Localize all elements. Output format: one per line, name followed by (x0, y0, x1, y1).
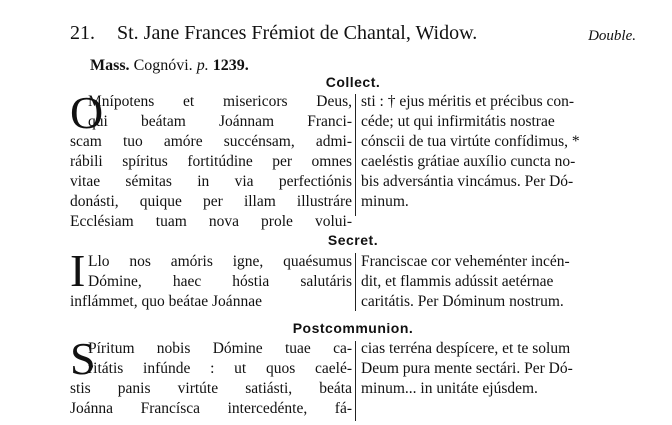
text-line: Franciscae cor veheménter incén- (361, 253, 570, 270)
text-line: Píritum nobis Dómine tuae ca- (88, 340, 352, 357)
secret-right-column (361, 252, 637, 312)
text-line: bis adversántia vincámus. Per Dó- (361, 173, 574, 190)
secret-title: Secret. (327, 232, 379, 248)
text-line: qui beátam Joánnam Franci- (88, 113, 352, 130)
text-line: vitae sémitas in via perfectiónis (70, 173, 352, 190)
text-line: Ecclésiam tuam nova prole volui- (70, 213, 352, 230)
text-line: caeléstis grátiae auxílio cuncta no- (361, 153, 576, 170)
text-line: rábili spíritus fortitúdine per omnes (70, 153, 352, 170)
secret-left-column (70, 245, 352, 312)
postcommunion-left-column (70, 333, 352, 419)
text-line: donásti, quique per illam illustráre (70, 193, 352, 210)
postcommunion-right-column (361, 339, 637, 399)
text-line: Deum pura mente sectári. Per Dó- (361, 360, 573, 377)
text-line: sti : † ejus méritis et précibus con- (361, 93, 575, 110)
mass-label: Mass. (90, 57, 130, 74)
text-line: cias terréna despícere, et te solum (361, 340, 571, 357)
postcommunion-initial: S (70, 333, 96, 384)
collect-initial: O (70, 87, 104, 138)
text-line: stis panis virtúte satiásti, beáta (70, 380, 352, 397)
text-line: Dómine, haec hóstia salutáris (88, 273, 352, 290)
text-line: scam tuo amóre succénsam, admi- (70, 133, 352, 150)
secret-initial: I (70, 245, 86, 296)
column-divider (355, 94, 356, 216)
text-line: dit, et flammis adússit aetérnae (361, 273, 554, 290)
column-divider (355, 341, 356, 421)
text-line: Joánna Francísca intercedénte, fá- (70, 400, 352, 417)
feast-day-number: 21. (70, 22, 95, 44)
text-line: ritátis infúnde : ut quos caelé- (88, 360, 352, 377)
feast-rank: Double. (588, 28, 636, 44)
collect-title: Collect. (325, 74, 381, 90)
collect-right-column (361, 92, 637, 212)
text-line: minum. (361, 193, 409, 210)
postcommunion-title: Postcommunion. (292, 320, 414, 336)
text-line: minum... in unitáte ejúsdem. (361, 380, 538, 397)
text-line: caritátis. Per Dóminum nostrum. (361, 293, 564, 310)
column-divider (355, 253, 356, 311)
text-line: inflámmet, quo beátae Joánnae (70, 293, 262, 310)
text-line: Mnípotens et misericors Deus, (88, 93, 352, 110)
text-line: Llo nos amóris igne, quaésumus (88, 253, 352, 270)
text-line: céde; ut qui infirmitátis nostrae (361, 113, 555, 130)
text-line: cónscii de tua virtúte confídimus, * (361, 133, 580, 150)
page-number: 1239. (212, 57, 249, 74)
mass-name: Cognóvi. (133, 57, 193, 74)
feast-heading (70, 20, 636, 46)
feast-title: St. Jane Frances Frémiot de Chantal, Widow. (117, 22, 478, 44)
page-prefix: p. (196, 57, 209, 74)
collect-left-column (70, 87, 352, 232)
